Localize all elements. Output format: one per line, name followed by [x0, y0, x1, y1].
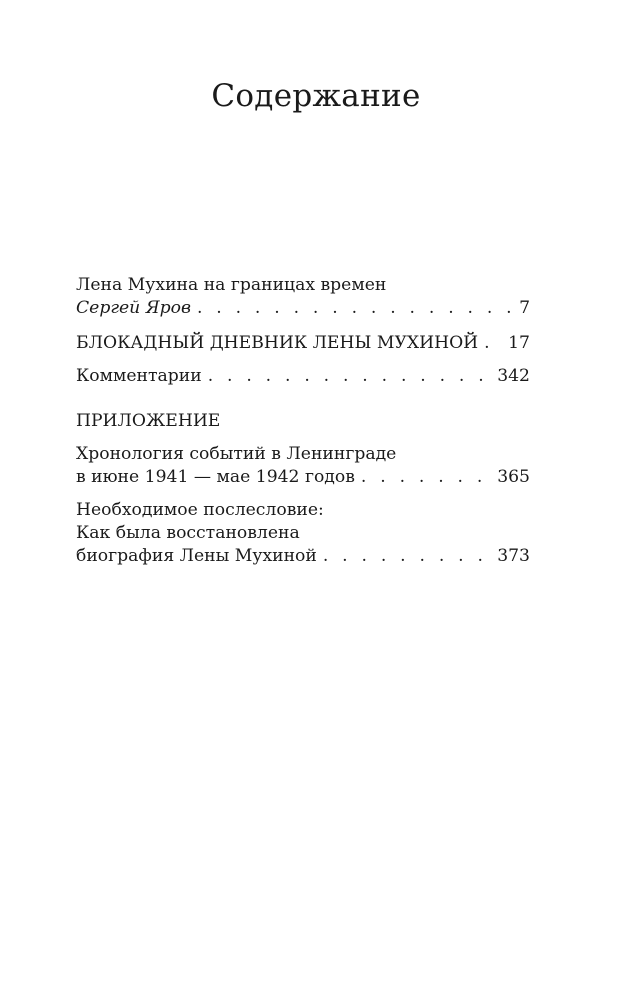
toc-section-appendix	[76, 410, 530, 433]
toc-entry-leader-line	[76, 545, 530, 568]
toc-page-number: 373	[497, 546, 530, 566]
toc-entry-title: Необходимое послесловие:	[76, 500, 324, 520]
dot-leader	[208, 365, 492, 388]
toc-page-number: 342	[497, 366, 530, 386]
toc-entry-title: БЛОКАДНЫЙ ДНЕВНИК ЛЕНЫ МУХИНОЙ	[76, 333, 479, 353]
toc-section-heading: ПРИЛОЖЕНИЕ	[76, 411, 221, 431]
toc-entry-title: Хронология событий в Ленинграде	[76, 444, 397, 464]
toc-entry-title-continued: в июне 1941 — мае 1942 годов	[76, 467, 355, 487]
dot-leader	[197, 297, 513, 320]
page-title: Содержание	[211, 78, 421, 114]
toc-entry-lena-mukhina-intro	[76, 274, 530, 320]
toc-page-number: 7	[519, 298, 530, 318]
toc-entry-title-continued: биография Лены Мухиной	[76, 546, 317, 566]
toc-entry-title: Лена Мухина на границах времен	[76, 275, 387, 295]
dot-leader	[361, 466, 491, 489]
toc-entry-title-line	[76, 499, 530, 522]
toc-entry-leader-line	[76, 466, 530, 489]
table-of-contents	[76, 274, 530, 568]
toc-entry-chronology	[76, 443, 530, 489]
dot-leader	[323, 545, 491, 568]
toc-entry-afterword	[76, 499, 530, 568]
toc-entry-blockade-diary	[76, 332, 530, 355]
toc-entry-title-continued: Как была восстановлена	[76, 523, 300, 543]
toc-page-number: 365	[497, 467, 530, 487]
toc-entry-author: Сергей Яров	[76, 298, 191, 318]
toc-entry-title-line	[76, 522, 530, 545]
toc-entry-title-line	[76, 443, 530, 466]
toc-entry-leader-line	[76, 297, 530, 320]
toc-page-number: 17	[508, 333, 530, 353]
toc-entry-title: Комментарии	[76, 366, 202, 386]
toc-entry-title-line	[76, 274, 530, 297]
toc-entry-commentary	[76, 365, 530, 388]
dot-leader	[484, 332, 502, 355]
